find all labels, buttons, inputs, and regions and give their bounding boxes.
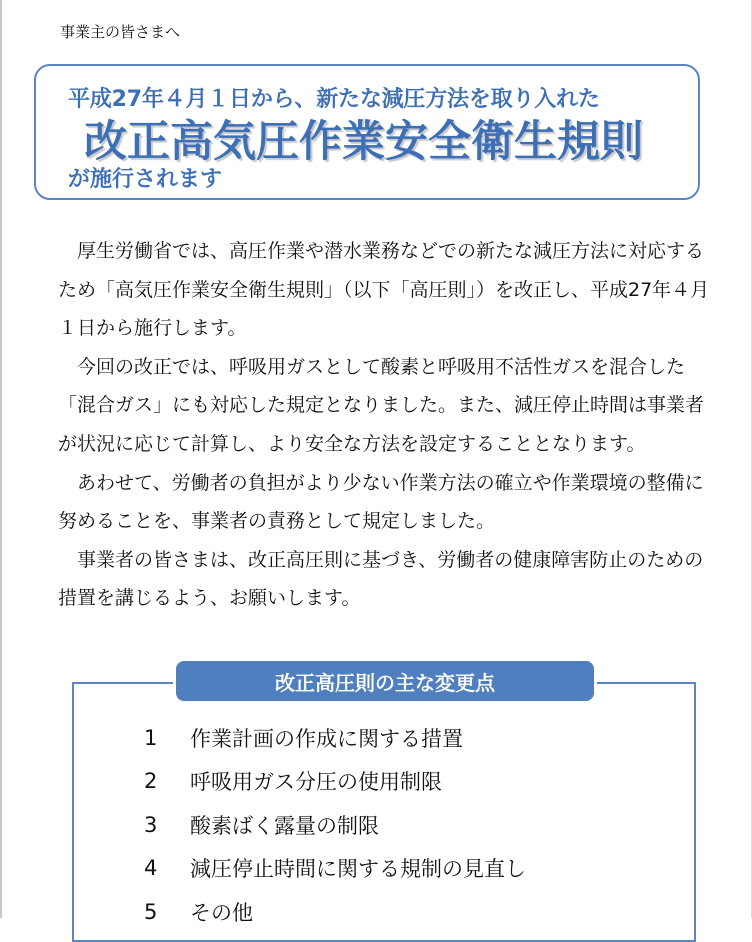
title-enforcement-line: が施行されます: [68, 167, 223, 192]
change-item-number: 2: [144, 769, 158, 794]
change-item-number: 5: [144, 899, 158, 924]
change-item-text: 作業計画の作成に関する措置: [190, 726, 463, 751]
page-left-edge: [0, 0, 2, 918]
change-item-number: 1: [144, 725, 158, 750]
body-paragraph: 事業者の皆さまは、改正高圧則に基づき、労働者の健康障害防止のための措置を講じるよう、お願いします。: [58, 548, 704, 610]
change-item: [144, 760, 526, 804]
body-paragraph: あわせて、労働者の負担がより少ない作業方法の確立や作業環境の整備に努めることを、事業者の責務として規定しました。: [58, 471, 704, 533]
title-date-line: 平成27年４月１日から、新たな減圧方法を取り入れた: [68, 87, 600, 112]
body-paragraph: 今回の改正では、呼吸用ガスとして酸素と呼吸用不活性ガスを混合した「混合ガス」にも対応した規定となりました。また、減圧停止時間は事業者が状況に応じて計算し、より安全な方法を設定することとなります。: [58, 355, 705, 455]
change-item: [144, 803, 526, 847]
change-item: [144, 847, 526, 891]
title-main: 改正高気圧作業安全衛生規則: [84, 117, 643, 167]
changes-list: [144, 716, 526, 934]
body-text: [58, 232, 720, 618]
change-item-number: 3: [144, 812, 158, 837]
change-item-text: 酸素ばく露量の制限: [190, 813, 379, 838]
change-item: [144, 716, 526, 760]
body-paragraph: 厚生労働省では、高圧作業や潜水業務などでの新たな減圧方法に対応するため「高気圧作業安全衛生規則」（以下「高圧則」）を改正し、平成27年４月１日から施行します。: [58, 240, 710, 340]
changes-header: 改正高圧則の主な変更点: [176, 661, 594, 701]
change-item-text: その他: [190, 900, 253, 925]
change-item: [144, 890, 526, 934]
change-item-text: 呼吸用ガス分圧の使用制限: [190, 770, 442, 795]
addressee: 事業主の皆さまへ: [60, 23, 181, 41]
change-item-number: 4: [144, 856, 158, 881]
title-box: [34, 64, 700, 200]
change-item-text: 減圧停止時間に関する規制の見直し: [190, 857, 526, 882]
